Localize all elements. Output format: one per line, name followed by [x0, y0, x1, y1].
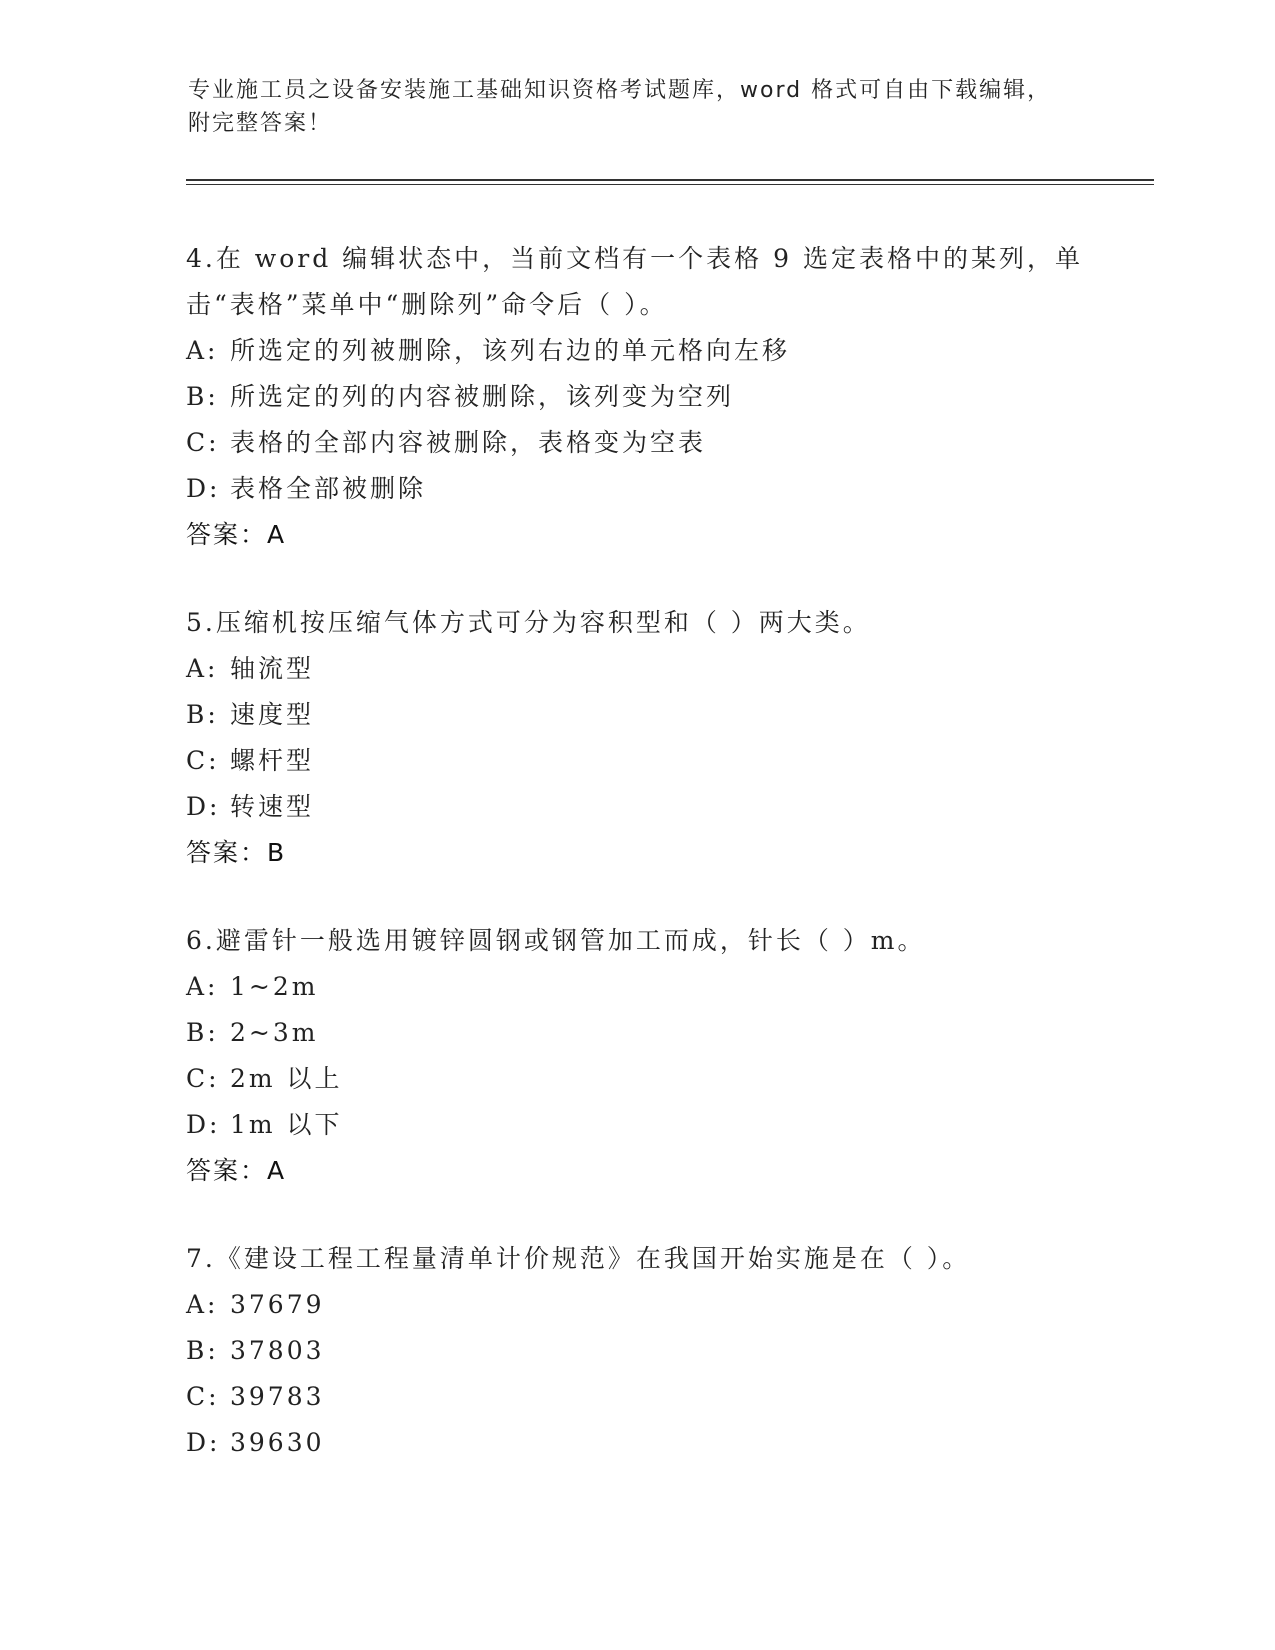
- option-letter: B:: [186, 1018, 219, 1047]
- option-text: 轴流型: [230, 654, 315, 683]
- option-letter: D:: [186, 474, 221, 503]
- option-d: [186, 784, 1086, 830]
- option-text: 表格全部被删除: [230, 474, 427, 503]
- question-stem: 6.避雷针一般选用镀锌圆钢或钢管加工而成，针长（ ）m。: [186, 926, 926, 955]
- option-d: [186, 1102, 1086, 1148]
- option-letter: D:: [186, 792, 221, 821]
- question-4: [186, 236, 1086, 558]
- option-text: 39783: [230, 1382, 325, 1411]
- option-b: [186, 1328, 1086, 1374]
- option-text: 所选定的列的内容被删除，该列变为空列: [230, 382, 735, 411]
- option-letter: A:: [186, 336, 219, 365]
- option-d: [186, 466, 1086, 512]
- option-letter: A:: [186, 654, 219, 683]
- option-text: 1~2m: [230, 972, 319, 1001]
- option-letter: B:: [186, 700, 219, 729]
- option-text: 37803: [230, 1336, 325, 1365]
- option-a: [186, 964, 1086, 1010]
- answer-line: 答案：A: [186, 1156, 287, 1185]
- option-letter: A:: [186, 1290, 219, 1319]
- question-stem: 5.压缩机按压缩气体方式可分为容积型和（ ）两大类。: [186, 608, 871, 637]
- option-c: [186, 1056, 1086, 1102]
- option-letter: C:: [186, 746, 220, 775]
- option-text: 1m 以下: [230, 1110, 343, 1139]
- answer-line: 答案：B: [186, 838, 287, 867]
- option-letter: D:: [186, 1428, 221, 1457]
- option-a: [186, 646, 1086, 692]
- document-header: [188, 74, 1088, 140]
- option-a: [186, 1282, 1086, 1328]
- answer-line: 答案：A: [186, 520, 287, 549]
- question-stem: 4.在 word 编辑状态中，当前文档有一个表格 9 选定表格中的某列，单击“表格”菜单中“删除列”命令后（ ）。: [186, 244, 1083, 319]
- option-letter: B:: [186, 382, 219, 411]
- question-list: [186, 236, 1086, 1508]
- option-text: 速度型: [230, 700, 315, 729]
- option-text: 所选定的列被删除，该列右边的单元格向左移: [230, 336, 791, 365]
- header-rule-thick: [186, 179, 1154, 181]
- option-c: [186, 420, 1086, 466]
- option-b: [186, 692, 1086, 738]
- option-letter: B:: [186, 1336, 219, 1365]
- option-c: [186, 738, 1086, 784]
- option-text: 39630: [230, 1428, 325, 1457]
- question-6: [186, 918, 1086, 1194]
- header-line-1: 专业施工员之设备安装施工基础知识资格考试题库，word 格式可自由下载编辑，: [188, 78, 1052, 103]
- option-text: 表格的全部内容被删除，表格变为空表: [230, 428, 707, 457]
- option-text: 2~3m: [230, 1018, 319, 1047]
- question-5: [186, 600, 1086, 876]
- option-letter: A:: [186, 972, 219, 1001]
- option-letter: C:: [186, 428, 220, 457]
- header-rule-thin: [186, 184, 1154, 185]
- question-7: [186, 1236, 1086, 1466]
- option-letter: C:: [186, 1064, 220, 1093]
- option-text: 2m 以上: [230, 1064, 343, 1093]
- option-text: 螺杆型: [230, 746, 315, 775]
- option-letter: C:: [186, 1382, 220, 1411]
- option-d: [186, 1420, 1086, 1466]
- option-c: [186, 1374, 1086, 1420]
- option-b: [186, 374, 1086, 420]
- option-b: [186, 1010, 1086, 1056]
- option-a: [186, 328, 1086, 374]
- question-stem: 7.《建设工程工程量清单计价规范》在我国开始实施是在（ ）。: [186, 1244, 971, 1273]
- option-text: 转速型: [230, 792, 315, 821]
- header-line-2: 附完整答案！: [188, 111, 333, 136]
- option-text: 37679: [230, 1290, 325, 1319]
- option-letter: D:: [186, 1110, 221, 1139]
